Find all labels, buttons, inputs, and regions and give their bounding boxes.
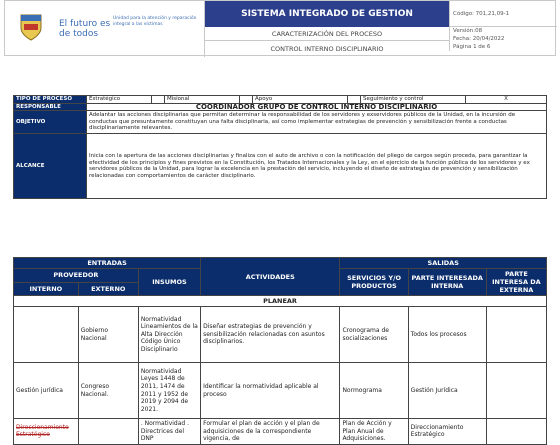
cell-interno: Direccionamiento Estratégico — [14, 419, 79, 445]
planear-section: PLANEAR — [14, 296, 547, 307]
logo-slogan: El futuro es de todos — [59, 19, 111, 39]
cell-interno: Gestión jurídica — [14, 363, 79, 419]
cell-insumos: Normatividad Leyes 1448 de 2011, 1474 de 2011 y 1952 de 2019 y 2094 de 2021. — [138, 363, 200, 419]
salidas-header: SALIDAS — [340, 258, 547, 269]
tipo-label: TIPO DE PROCESO — [14, 96, 87, 104]
coat-of-arms-icon — [19, 12, 43, 42]
logo-entity-name: Unidad para la atención y reparación integral a las víctimas — [113, 16, 197, 27]
page-number: Página 1 de 6 — [449, 43, 557, 51]
cell-interna: Todos los procesos — [408, 307, 486, 363]
objetivo-label: OBJETIVO — [14, 111, 87, 134]
tipo-option: Misional — [165, 96, 240, 104]
actividades-header: ACTIVIDADES — [201, 258, 340, 296]
tipo-check-selected: X — [466, 96, 547, 104]
cell-servicios: Normograma — [340, 363, 408, 419]
cell-interna: Direccionamiento Estratégico — [408, 419, 486, 445]
table-row — [14, 363, 547, 419]
cell-actividades: Identificar la normatividad aplicable al proceso — [201, 363, 340, 419]
cell-externa — [486, 363, 546, 419]
interno-header: INTERNO — [14, 282, 79, 296]
responsable-value: COORDINADOR GRUPO DE CONTROL INTERNO DISCIPLINARIO — [87, 103, 547, 111]
process-info-table — [13, 95, 547, 199]
document-code: Código: 701,21,09-1 — [449, 1, 557, 27]
tipo-check — [240, 96, 253, 104]
proveedor-header: PROVEEDOR — [14, 269, 139, 283]
objetivo-row — [14, 111, 547, 134]
document-version: Versión:08 — [449, 27, 557, 35]
cell-servicios: Plan de Acción y Plan Anual de Adquisiciones. — [340, 419, 408, 445]
cell-externa — [486, 419, 546, 445]
cell-externa — [486, 307, 546, 363]
parte-externa-header: PARTE INTERESA DA EXTERNA — [486, 269, 546, 296]
tipo-check — [348, 96, 361, 104]
insumos-header: INSUMOS — [138, 269, 200, 296]
alcance-label: ALCANCE — [14, 134, 87, 199]
document-date: Fecha: 20/04/2022 — [449, 35, 557, 43]
tipo-check — [152, 96, 165, 104]
tipo-option: Apoyo — [253, 96, 348, 104]
tipo-row — [14, 96, 547, 104]
cell-insumos: . Normatividad . Directrices del DNP — [138, 419, 200, 445]
table-row — [14, 307, 547, 363]
tipo-option: Seguimiento y control — [361, 96, 466, 104]
responsable-label: RESPONSABLE — [14, 103, 87, 111]
externo-header: EXTERNO — [78, 282, 138, 296]
alcance-value: Inicia con la apertura de las acciones disciplinarias y finaliza con el auto de archivo o con la notificación del pliego de cargos según proceda, para garantizar la efectividad de los principios y fines previstos en la Constitución, los Tratados Internacionales y la Ley, en el ejercicio de la función pública de los servidores y ex servidores públicos de la Unidad, para lograr la excelencia en la prestación del servicio, incluyendo el diseño de estrategias de prevención y sensibilización relacionadas con comportamientos de carácter disciplinario. — [87, 134, 547, 199]
document-header — [4, 0, 556, 56]
process-name: CONTROL INTERNO DISCIPLINARIO — [270, 45, 384, 53]
document-type: CARACTERIZACIÓN DEL PROCESO — [205, 27, 449, 41]
alcance-row — [14, 134, 547, 199]
cell-interna: Gestión Jurídica — [408, 363, 486, 419]
cell-externo — [78, 419, 138, 445]
cell-insumos: Normatividad Lineamientos de la Alta Dirección Código Único Disciplinario — [138, 307, 200, 363]
tipo-option: Estratégico — [87, 96, 152, 104]
cell-servicios: Cronograma de socializaciones — [340, 307, 408, 363]
cell-externo: Congreso Nacional. — [78, 363, 138, 419]
parte-interna-header: PARTE INTERESADA INTERNA — [408, 269, 486, 296]
system-title: SISTEMA INTEGRADO DE GESTION — [205, 1, 449, 27]
cell-actividades: Diseñar estrategias de prevención y sensibilización relacionadas con asuntos disciplinarios. — [201, 307, 340, 363]
logo-area — [5, 1, 205, 57]
responsable-row — [14, 103, 547, 111]
cell-externo: Gobierno Nacional — [78, 307, 138, 363]
cell-actividades: Formular el plan de acción y el plan de adquisiciones de la correspondiente vigencia, de — [201, 419, 340, 445]
entradas-header: ENTRADAS — [14, 258, 201, 269]
servicios-header: SERVICIOS Y/O PRODUCTOS — [340, 269, 408, 296]
characterization-table — [13, 257, 547, 445]
table-row — [14, 419, 547, 445]
cell-interno — [14, 307, 79, 363]
objetivo-value: Adelantar las acciones disciplinarias que permitan determinar la responsabilidad de los servidores y exservidores públicos de la Unidad, en la incursión de conductas que presuntamente constituyan una falta disciplinaria, así como implementar estrategias de prevención y sensibilización frente a conductas disciplinariamente relevantes. — [87, 111, 547, 134]
